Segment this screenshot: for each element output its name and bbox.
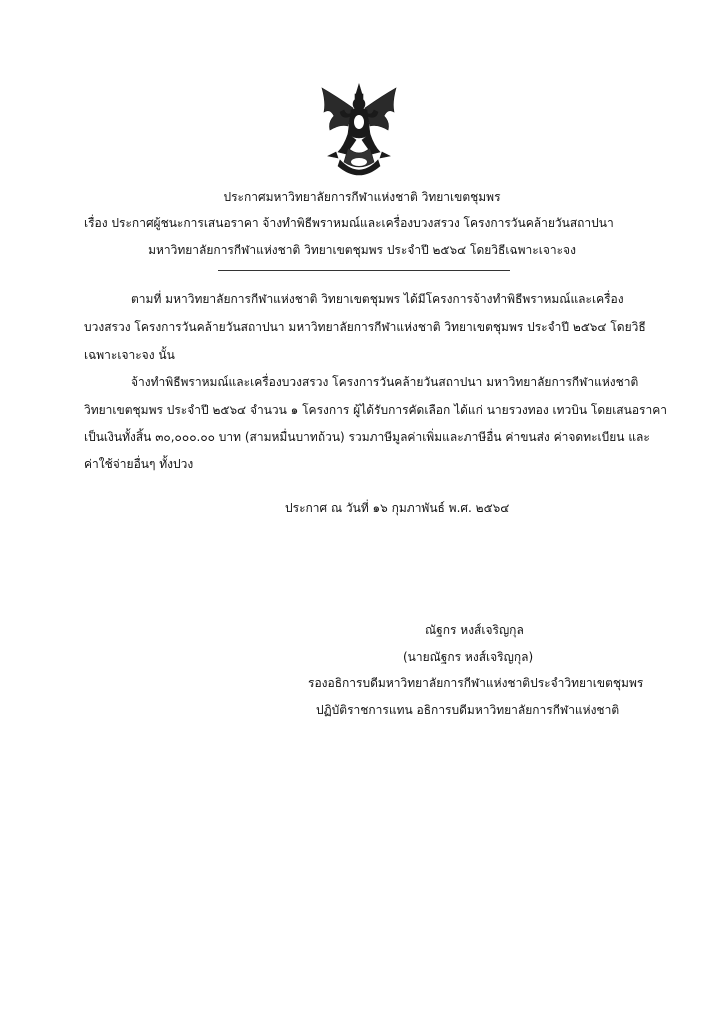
document-title: ประกาศมหาวิทยาลัยการกีฬาแห่งชาติ วิทยาเขตชุมพร — [223, 190, 501, 204]
subject-line-1: เรื่อง ประกาศผู้ชนะการเสนอราคา จ้างทำพิธีพราหมณ์และเครื่องบวงสรวง โครงการวันคล้ายวันสถาปนา — [84, 216, 614, 230]
garuda-emblem-icon — [318, 82, 400, 182]
signer-name: ณัฐกร หงส์เจริญกุล — [425, 623, 524, 637]
announce-date: ประกาศ ณ วันที่ ๑๖ กุมภาพันธ์ พ.ศ. ๒๕๖๔ — [285, 501, 510, 515]
paragraph-2-line-1: จ้างทำพิธีพราหมณ์และเครื่องบวงสรวง โครงการวันคล้ายวันสถาปนา มหาวิทยาลัยการกีฬาแห่งชาติ — [131, 375, 639, 389]
paragraph-2-line-3: เป็นเงินทั้งสิ้น ๓๐,๐๐๐.๐๐ บาท (สามหมื่นบาทถ้วน) รวมภาษีมูลค่าเพิ่มและภาษีอื่น ค่าขนส่ง ค่าจดทะเบียน และ — [84, 430, 650, 444]
separator-line — [218, 270, 510, 271]
paragraph-2-line-2: วิทยาเขตชุมพร ประจำปี ๒๕๖๔ จำนวน ๑ โครงการ ผู้ได้รับการคัดเลือก ได้แก่ นายรวงทอง เทวบิน โดยเสนอราคา — [84, 403, 667, 417]
signer-position-1: รองอธิการบดีมหาวิทยาลัยการกีฬาแห่งชาติประจำวิทยาเขตชุมพร — [308, 676, 644, 690]
paragraph-1-line-1: ตามที่ มหาวิทยาลัยการกีฬาแห่งชาติ วิทยาเขตชุมพร ได้มีโครงการจ้างทำพิธีพราหมณ์และเครื่อง — [131, 292, 624, 306]
signer-name-parenthetical: (นายณัฐกร หงส์เจริญกุล) — [403, 650, 534, 664]
paragraph-1-line-3: เฉพาะเจาะจง นั้น — [84, 348, 175, 362]
signer-position-2: ปฏิบัติราชการแทน อธิการบดีมหาวิทยาลัยการกีฬาแห่งชาติ — [316, 703, 620, 717]
paragraph-1-line-2: บวงสรวง โครงการวันคล้ายวันสถาปนา มหาวิทยาลัยการกีฬาแห่งชาติ วิทยาเขตชุมพร ประจำปี ๒๕๖๔ โดยวิธี — [84, 320, 646, 334]
subject-line-2: มหาวิทยาลัยการกีฬาแห่งชาติ วิทยาเขตชุมพร ประจำปี ๒๕๖๔ โดยวิธีเฉพาะเจาะจง — [148, 243, 576, 257]
paragraph-2-line-4: ค่าใช้จ่ายอื่นๆ ทั้งปวง — [84, 457, 194, 471]
